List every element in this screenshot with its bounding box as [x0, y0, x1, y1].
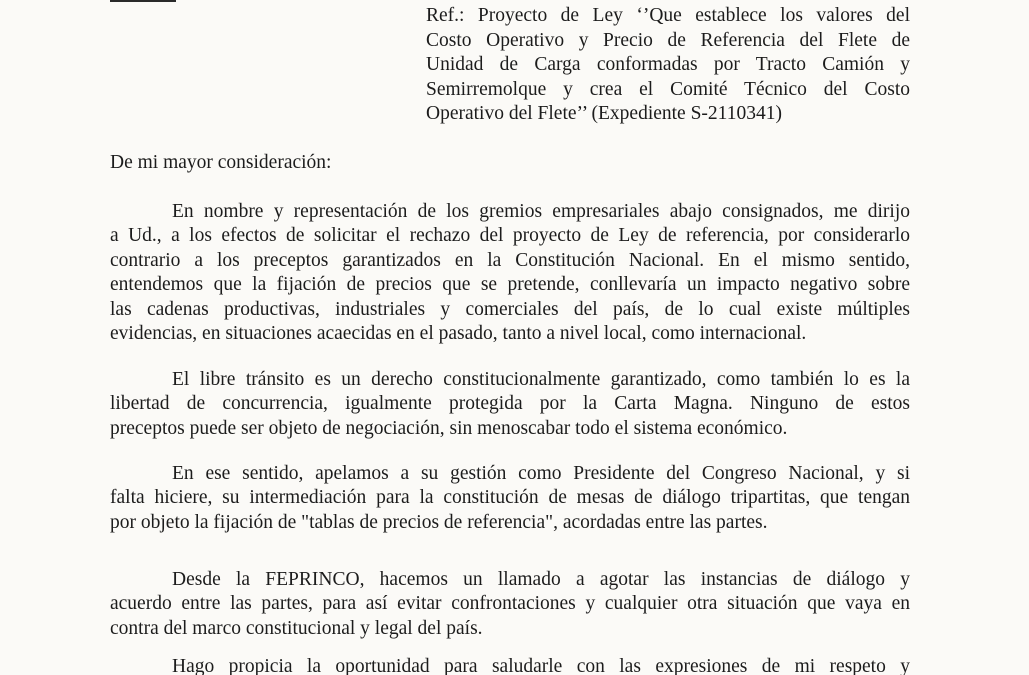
paragraph-line: libertad de concurrencia, igualmente protegida por la Carta Magna. Ninguno de estos: [110, 393, 910, 415]
paragraph-line: El libre tránsito es un derecho constitucionalmente garantizado, como también lo es la: [172, 369, 910, 390]
header-rule: [110, 0, 176, 2]
paragraph-dialogue-appeal: [110, 462, 910, 535]
paragraph-line: contra del marco constitucional y legal del país.: [110, 617, 483, 639]
paragraph-feprinco-call: [110, 568, 910, 641]
paragraph-line: acuerdo entre las partes, para así evitar confrontaciones y cualquier otra situación que vaya en: [110, 593, 910, 615]
paragraph-line: las cadenas productivas, industriales y comerciales del país, de lo cual existe múltiples: [110, 298, 910, 320]
reference-line: Ref.: Proyecto de Ley ‘’Que establece los valores del: [426, 5, 910, 26]
reference-line: Unidad de Carga conformadas por Tracto Camión y: [426, 54, 910, 76]
paragraph-line: En ese sentido, apelamos a su gestión como Presidente del Congreso Nacional, y si: [172, 463, 910, 484]
paragraph-line: entendemos que la fijación de precios que se pretende, conllevaría un impacto negativo sobre: [110, 274, 910, 296]
paragraph-line: Hago propicia la oportunidad para saludarle con las expresiones de mi respeto y: [172, 656, 910, 675]
paragraph-free-transit: [110, 368, 910, 441]
paragraph-line: preceptos puede ser objeto de negociación, sin menoscabar todo el sistema económico.: [110, 417, 788, 439]
reference-line: Costo Operativo y Precio de Referencia del Flete de: [426, 29, 910, 51]
paragraph-line: evidencias, en situaciones acaecidas en el pasado, tanto a nivel local, como internacional.: [110, 323, 807, 345]
reference-line: Operativo del Flete’’ (Expediente S-2110341): [426, 103, 782, 125]
reference-line: Semirremolque y crea el Comité Técnico del Costo: [426, 78, 910, 100]
paragraph-line: contrario a los preceptos garantizados en la Constitución Nacional. En el mismo sentido,: [110, 249, 910, 271]
reference-block: [426, 4, 910, 127]
paragraph-line: falta hiciere, su intermediación para la constitución de mesas de diálogo tripartitas, que tengan: [110, 487, 910, 509]
paragraph-line: por objeto la fijación de "tablas de precios de referencia", acordadas entre las partes.: [110, 511, 768, 533]
paragraph-line: a Ud., a los efectos de solicitar el rechazo del proyecto de Ley de referencia, por considerarlo: [110, 225, 910, 247]
paragraph-line: En nombre y representación de los gremios empresariales abajo consignados, me dirijo: [172, 201, 910, 222]
salutation: De mi mayor consideración:: [110, 152, 332, 173]
paragraph-line: Desde la FEPRINCO, hacemos un llamado a agotar las instancias de diálogo y: [172, 569, 910, 590]
paragraph-closing: [110, 655, 910, 675]
paragraph-rejection-request: [110, 200, 910, 346]
